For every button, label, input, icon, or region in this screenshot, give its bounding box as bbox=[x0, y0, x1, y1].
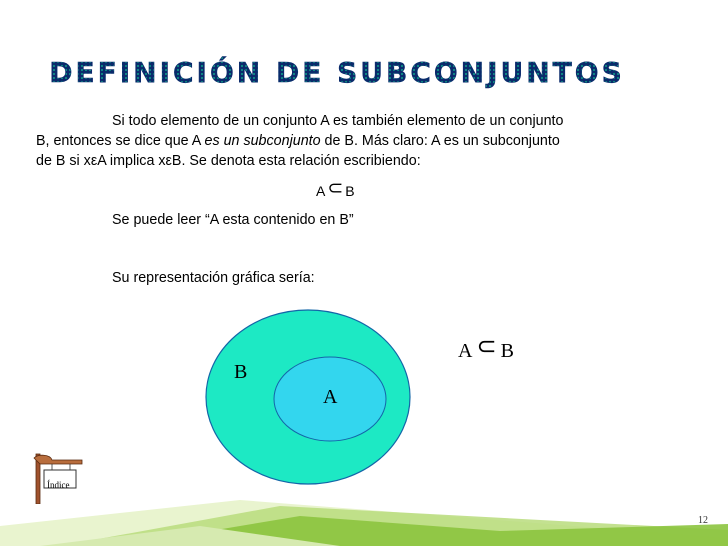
line-3-text: de B si xεA implica xεB. Se denota esta relación escribiendo: bbox=[36, 153, 421, 169]
line-2-post: de B. Más claro: A es un subconjunto bbox=[320, 133, 560, 149]
set-a-label: A bbox=[323, 386, 338, 408]
diagram-relation-right: B bbox=[500, 340, 514, 362]
page-number: 12 bbox=[698, 515, 708, 526]
definition-paragraph bbox=[36, 111, 696, 171]
relation-notation bbox=[316, 179, 355, 202]
index-button[interactable] bbox=[30, 452, 90, 504]
venn-diagram bbox=[204, 308, 414, 488]
paragraph-line-3 bbox=[36, 151, 696, 171]
slide-title-art bbox=[0, 48, 728, 92]
diagram-relation-left: A bbox=[458, 340, 473, 362]
signpost-icon bbox=[30, 452, 90, 504]
line-2-pre: B, entonces se dice que A bbox=[36, 133, 205, 149]
relation-right: B bbox=[345, 183, 355, 199]
diagram-relation bbox=[458, 335, 514, 364]
read-text: Se puede leer “A esta contenido en B” bbox=[112, 212, 354, 228]
index-button-label[interactable]: Índice bbox=[47, 480, 70, 490]
diagram-subset-symbol: ⊂ bbox=[476, 334, 497, 360]
relation-left: A bbox=[316, 183, 326, 199]
slide-title bbox=[0, 48, 728, 92]
representation-text: Su representación gráfica sería: bbox=[112, 270, 315, 286]
line-1-text: Si todo elemento de un conjunto A es también elemento de un conjunto bbox=[112, 113, 564, 129]
title-text: DEFINICIÓN DE SUBCONJUNTOS bbox=[49, 56, 625, 89]
paragraph-line-1 bbox=[36, 111, 696, 131]
footer-decoration bbox=[0, 486, 728, 546]
set-b-label: B bbox=[234, 361, 248, 383]
subset-symbol: ⊂ bbox=[327, 178, 344, 199]
line-2-emphasis: es un subconjunto bbox=[204, 133, 321, 149]
paragraph-line-2 bbox=[36, 131, 696, 151]
